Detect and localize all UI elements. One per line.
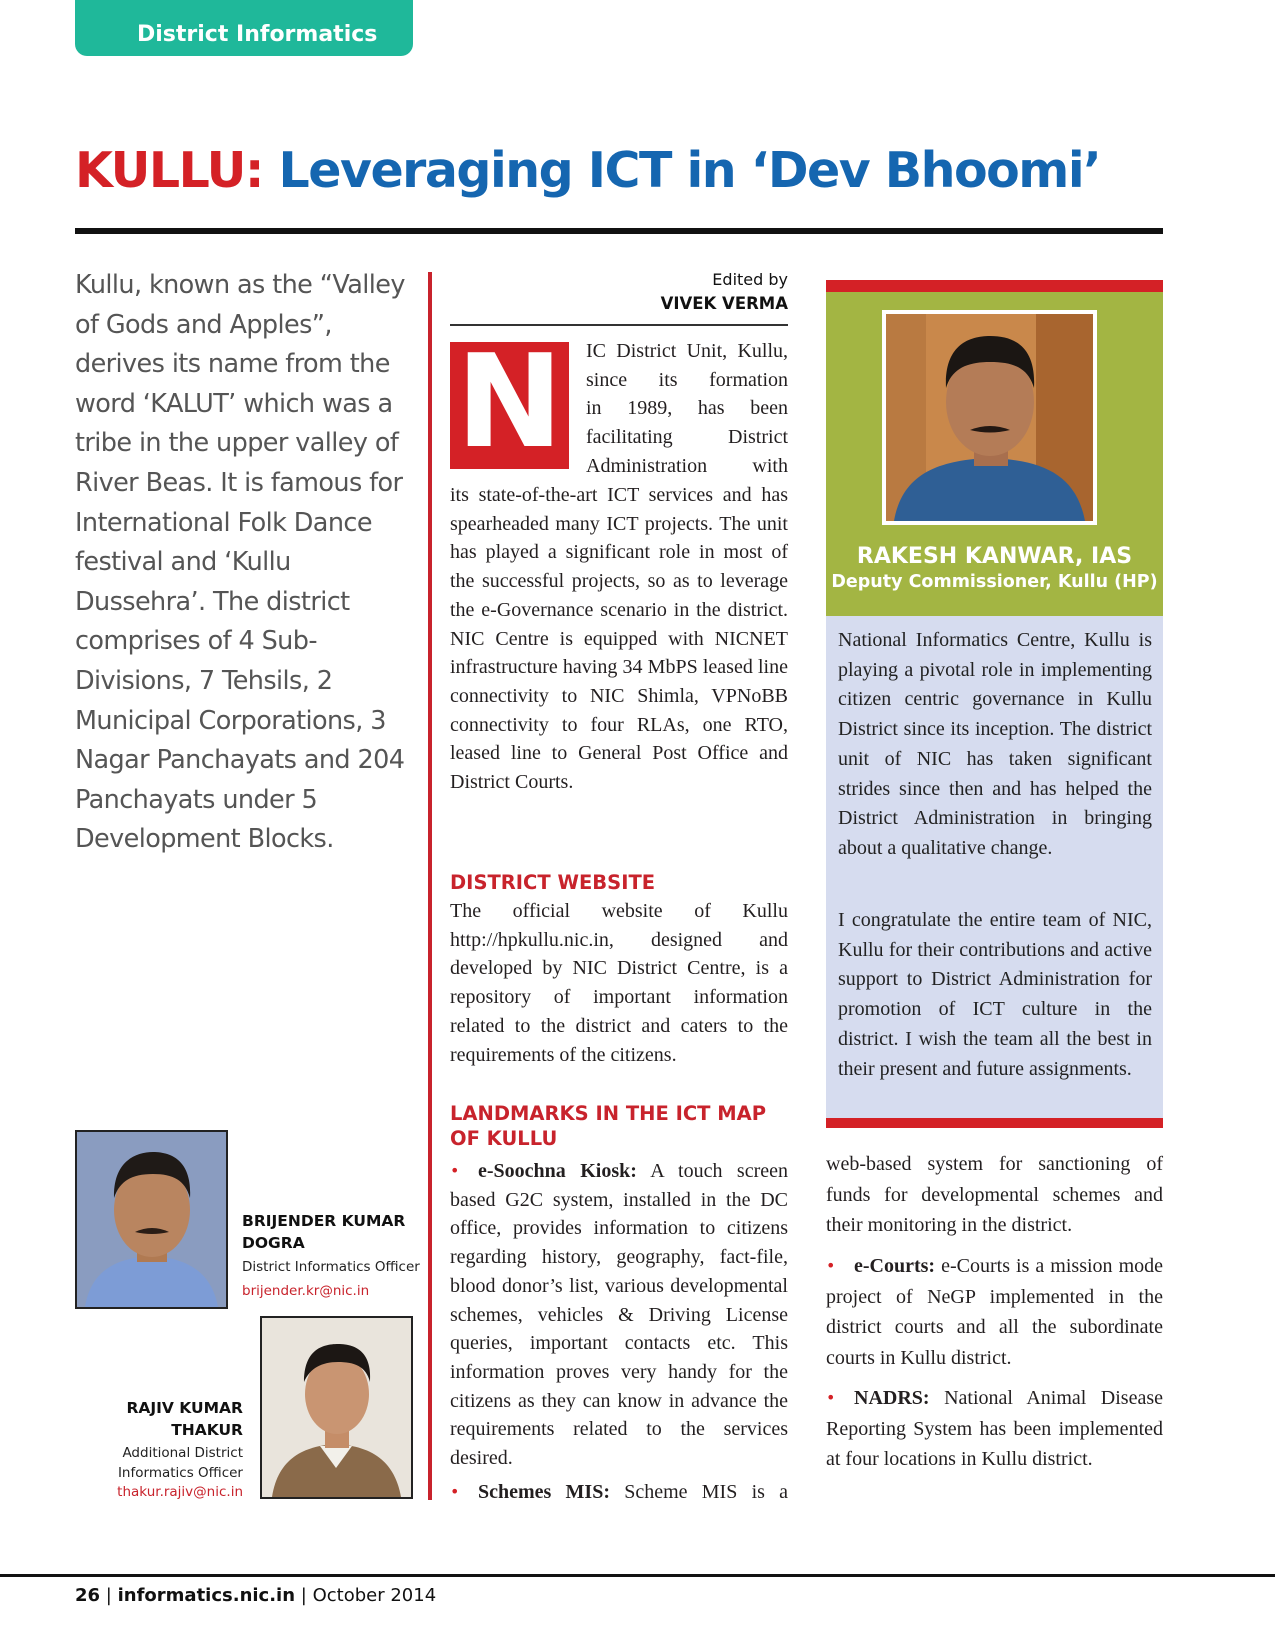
author-email-thakur[interactable]: thakur.rajiv@nic.in [117,1484,243,1500]
deputy-commissioner-name: RAKESH KANWAR, IAS [856,544,1133,569]
editor-label: Edited by [712,270,788,289]
bullet-term: NADRS: [854,1387,930,1409]
footer-issue: October 2014 [312,1585,437,1606]
editor-name: VIVEK VERMA [660,294,788,313]
bullet-text: e-Courts is a mission mode project of NeGP implemented in the district courts and all the subordinate courts in Kullu district. [826,1255,1164,1370]
bullet-text: Scheme MIS is a [624,1481,789,1503]
schemes-mis-continued: web-based system for sanctioning of funds for developmental schemes and their monitoring in the district. [826,1153,1163,1237]
deputy-commissioner-title: Deputy Commissioner, Kullu (HP) [831,572,1158,592]
message-box-top-rule [826,280,1163,292]
deputy-commissioner-photo [882,310,1097,525]
author-role-thakur: Additional District Informatics Officer [117,1445,243,1481]
bullet-term: e-Courts: [854,1255,936,1277]
website-paragraph: The official website of Kullu http://hpkullu.nic.in, designed and developed by NIC District Centre, is a repository of important information related to the district and caters to the requirements of the citizens. [450,900,788,1066]
opening-paragraph: its state-of-the-art ICT services and has spearheaded many ICT projects. The unit has played a significant role in most of the successful projects, so as to leverage the e-Governance scenario in the district. NIC Centre is equipped with NICNET infrastructure having 34 MbPS leased line connectivity to NIC Shimla, VPNoBB connectivity to four RLAs, one RTO, leased line to General Post Office and District Courts. [450,484,788,794]
author-name-dogra: BRIJENDER KUMAR DOGRA [242,1212,406,1252]
footer-separator: | [300,1585,307,1606]
message-paragraph-1: National Informatics Centre, Kullu is playing a pivotal role in implementing citizen centric governance in Kullu District since its inception. The district unit of NIC has taken significant strides since then and has helped the District Administration in bringing about a qualitative change. [838,629,1152,859]
author-name-thakur: RAJIV KUMAR THAKUR [126,1399,243,1439]
bullet-e-soochna [450,1157,788,1473]
footer-separator: | [105,1585,112,1606]
bullet-nadrs [826,1383,1163,1475]
title-place: KULLU: [75,142,263,199]
opening-line: facilitating District [586,426,788,449]
website-heading: DISTRICT WEBSITE [450,871,656,894]
message-paragraph-2: I congratulate the entire team of NIC, Kullu for their contributions and active support to District Administration for promotion of ICT culture in the district. I wish the team all the best in their present and future assignments. [838,909,1152,1080]
column-divider [428,272,432,1500]
footer-site-link[interactable]: informatics.nic.in [117,1585,296,1606]
author-role-dogra: District Informatics Officer [242,1259,420,1275]
bullet-dot: • [450,1482,460,1501]
bullet-term: Schemes MIS: [478,1481,610,1503]
bullet-dot: • [826,1388,836,1407]
page-footer [75,1582,436,1610]
bullet-dot: • [450,1161,460,1180]
intro-text: Kullu, known as the “Valley of Gods and Apples”, derives its name from the word ‘KALUT’ which was a tribe in the upper valley of River Beas. It is famous for International Folk Dance festival and ‘Kullu Dussehra’. The district comprises of 4 Sub-Divisions, 7 Tehsils, 2 Municipal Corporations, 3 Nagar Panchayats and 204 Panchayats under 5 Development Blocks. [75,270,405,855]
author-email-dogra[interactable]: brijender.kr@nic.in [242,1283,370,1299]
section-tab-label: District Informatics [137,22,378,47]
bullet-dot: • [826,1256,836,1275]
title-divider [75,228,1163,234]
message-box-bottom-rule [826,1118,1163,1128]
bullet-text: National Animal Disease Reporting System has been implemented at four locations in Kullu district. [826,1387,1164,1471]
footer-divider [0,1574,1275,1577]
opening-line: in 1989, has been [586,397,788,420]
bullet-text: A touch screen based G2C system, installed in the DC office, provides information to citizens regarding history, geography, fact-file, blood donor’s list, various developmental schemes, vehicles & Driving License queries, important contacts etc. This information proves very handy for the citizens as they can know in advance the requirements related to the services desired. [450,1160,788,1470]
page-number: 26 [75,1585,101,1606]
bullet-schemes-mis [450,1478,788,1507]
landmarks-heading: LANDMARKS IN THE ICT MAP OF KULLU [450,1102,767,1150]
section-tab [75,0,413,56]
drop-cap-letter: N [455,328,564,477]
bullet-term: e-Soochna Kiosk: [478,1160,637,1182]
opening-lines [586,337,788,481]
opening-line: since its formation [586,368,788,391]
editor-credit [450,268,788,316]
author-photo-dogra [75,1130,228,1309]
opening-line: IC District Unit, Kullu, [586,340,788,362]
editor-divider [450,324,788,326]
opening-line: Administration with [586,454,788,477]
bullet-e-courts [826,1251,1163,1374]
page-title [75,142,1100,199]
title-headline: Leveraging ICT in ‘Dev Bhoomi’ [278,142,1101,199]
author-photo-thakur [260,1316,413,1499]
drop-cap [450,328,569,477]
